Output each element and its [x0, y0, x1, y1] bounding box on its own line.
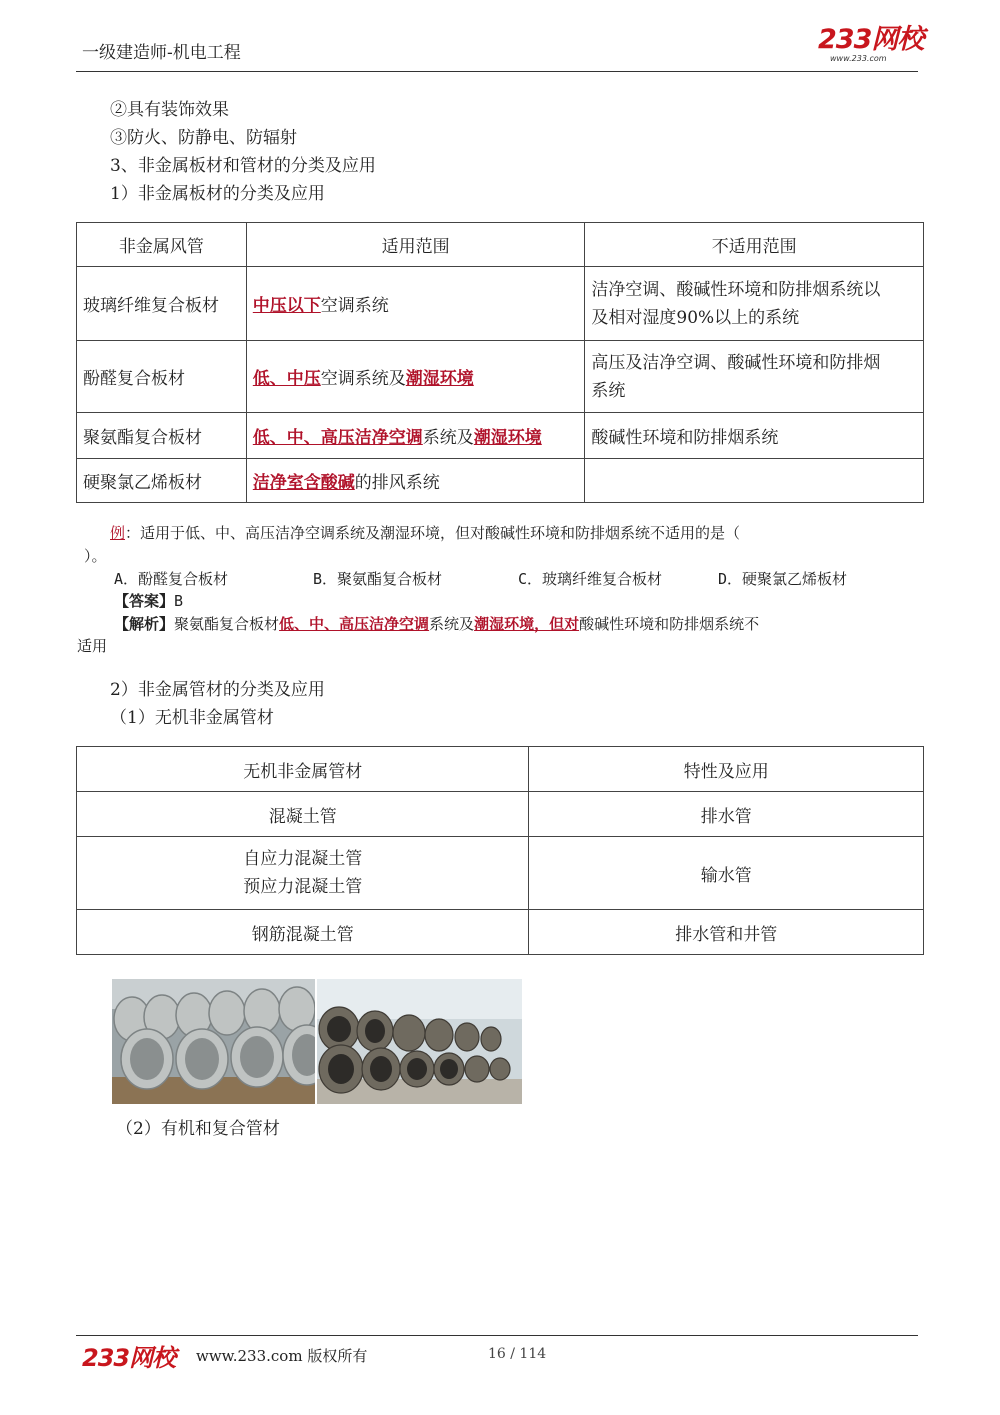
- table-row: [77, 413, 924, 459]
- analysis-highlight: 潮湿环境，但对: [474, 615, 580, 633]
- pipe-name-line: 自应力混凝土管: [243, 849, 363, 869]
- table-header-cell: 特性及应用: [529, 747, 924, 792]
- footer-divider: [76, 1335, 918, 1336]
- pipe-name: [77, 837, 529, 910]
- analysis-text: 系统及: [429, 615, 475, 633]
- example-question: [110, 522, 740, 544]
- scope-highlight: 低、中压: [252, 369, 321, 389]
- table-header-cell: 非金属风管: [77, 223, 247, 267]
- scope-highlight: 潮湿环境: [473, 428, 542, 448]
- pipe-name-line: 预应力混凝土管: [243, 877, 363, 897]
- logo-text: 233网校: [818, 24, 924, 55]
- option-b: B．聚氨酯复合板材: [313, 570, 443, 588]
- footer-logo: 233网校: [82, 1344, 176, 1372]
- answer-value: B: [174, 592, 184, 610]
- example-label: 例: [110, 524, 126, 542]
- not-scope-cell: [585, 459, 924, 503]
- analysis-text: 聚氨酯复合板材: [174, 615, 280, 633]
- scope-cell: [246, 459, 585, 503]
- scope-cell: [246, 341, 585, 413]
- answer-line: [114, 590, 183, 612]
- pipe-usage: 排水管和井管: [529, 910, 924, 955]
- brand-logo: [818, 24, 924, 70]
- scope-text: 系统及: [422, 428, 474, 448]
- option-a: A．酚醛复合板材: [114, 570, 229, 588]
- board-name: 玻璃纤维复合板材: [77, 267, 247, 341]
- footer-copyright: www.233.com 版权所有: [196, 1347, 368, 1365]
- subsection-heading-2: 2）非金属管材的分类及应用: [110, 680, 325, 700]
- intro-item2: ②具有装饰效果: [110, 100, 229, 120]
- analysis-highlight: 低、中、高压洁净空调: [279, 615, 430, 633]
- answer-label: 【答案】: [114, 592, 175, 610]
- option-d: D．硬聚氯乙烯板材: [718, 570, 848, 588]
- not-scope-cell: [585, 341, 924, 413]
- not-scope-line: 洁净空调、酸碱性环境和防排烟系统以: [591, 279, 881, 300]
- table-row: [77, 459, 924, 503]
- pipe-usage: 排水管: [529, 792, 924, 837]
- scope-text: 的排风系统: [354, 473, 440, 493]
- table-header-row: [77, 747, 924, 792]
- scope-highlight: 潮湿环境: [405, 369, 474, 389]
- analysis-label: 【解析】: [114, 615, 175, 633]
- option-c: C．玻璃纤维复合板材: [518, 570, 663, 588]
- inorganic-pipe-table: [76, 746, 924, 955]
- table-row: [77, 341, 924, 413]
- subsection-heading-2-2: （2）有机和复合管材: [116, 1119, 280, 1139]
- board-name: 聚氨酯复合板材: [77, 413, 247, 459]
- concrete-pipe-photo-2: [317, 979, 522, 1104]
- header-title: 一级建造师-机电工程: [82, 43, 241, 63]
- analysis-line: [114, 613, 759, 635]
- subsection-heading-2-1: （1）无机非金属管材: [110, 708, 274, 728]
- header-divider: [76, 71, 918, 72]
- scope-cell: [246, 267, 585, 341]
- scope-highlight: 中压以下: [252, 296, 321, 316]
- analysis-line-end: 适用: [77, 637, 108, 655]
- scope-text: 空调系统及: [320, 369, 406, 389]
- pipe-usage: 输水管: [529, 837, 924, 910]
- table-header-cell: 适用范围: [246, 223, 585, 267]
- intro-item3: ③防火、防静电、防辐射: [110, 128, 297, 148]
- table-header-row: [77, 223, 924, 267]
- not-scope-line: 高压及洁净空调、酸碱性环境和防排烟: [591, 352, 881, 373]
- table-row: [77, 837, 924, 910]
- not-scope-line: 及相对湿度90%以上的系统: [591, 307, 800, 328]
- pipe-name: 混凝土管: [77, 792, 529, 837]
- board-name: 酚醛复合板材: [77, 341, 247, 413]
- table-row: [77, 792, 924, 837]
- table-row: [77, 267, 924, 341]
- nonmetal-board-table: [76, 222, 924, 503]
- not-scope-line: 系统: [591, 380, 626, 401]
- board-name: 硬聚氯乙烯板材: [77, 459, 247, 503]
- scope-highlight: 低、中、高压洁净空调: [252, 428, 423, 448]
- scope-text: 空调系统: [320, 296, 389, 316]
- subsection-heading-1: 1）非金属板材的分类及应用: [110, 184, 325, 204]
- example-question-text: ：适用于低、中、高压洁净空调系统及潮湿环境，但对酸碱性环境和防排烟系统不适用的是（: [125, 524, 741, 542]
- section-heading-3: 3、非金属板材和管材的分类及应用: [110, 156, 376, 176]
- concrete-pipe-photo-1: [112, 979, 315, 1104]
- example-question-end: ）。: [84, 547, 107, 565]
- not-scope-cell: [585, 267, 924, 341]
- table-header-cell: 不适用范围: [585, 223, 924, 267]
- logo-url: www.233.com: [830, 54, 887, 63]
- table-row: [77, 910, 924, 955]
- page-number: 16 / 114: [488, 1346, 547, 1362]
- scope-cell: [246, 413, 585, 459]
- table-header-cell: 无机非金属管材: [77, 747, 529, 792]
- analysis-text: 酸碱性环境和防排烟系统不: [579, 615, 760, 633]
- not-scope-cell: 酸碱性环境和防排烟系统: [585, 413, 924, 459]
- scope-highlight: 洁净室含酸碱: [252, 473, 355, 493]
- pipe-name: 钢筋混凝土管: [77, 910, 529, 955]
